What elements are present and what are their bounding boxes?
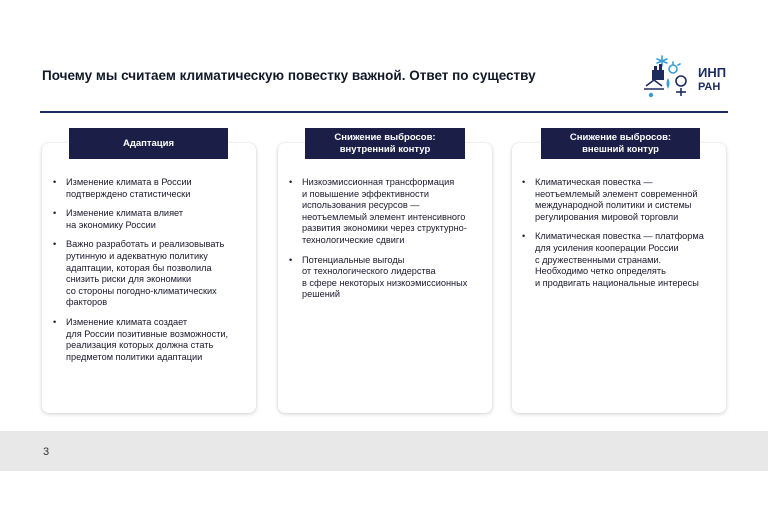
bullet-list-internal-contour: [288, 177, 488, 309]
footer-bar: [0, 431, 768, 471]
list-item: • Низкоэмиссионная трансформация и повышение эффективности использования ресурсов — неотъемлемый элемент интенсивного развития экономики через структурно- технологические сдвиги: [288, 177, 488, 247]
bullet-list-adaptation: [52, 177, 252, 371]
title-divider: [40, 111, 728, 113]
list-item: • Изменение климата влияет на экономику России: [52, 208, 252, 231]
list-item: • Важно разработать и реализовывать рутинную и адекватную политику адаптации, которая бы позволила снизить риски для экономики со стороны погодно-климатических факторов: [52, 239, 252, 309]
bullet-list-external-contour: [521, 177, 725, 297]
card-heading-adaptation: Адаптация: [69, 128, 228, 159]
list-item: • Изменение климата создает для России позитивные возможности, реализация которых должна стать предметом политики адаптации: [52, 317, 252, 363]
list-item: • Климатическая повестка — платформа для усиления кооперации России с дружественными странами. Необходимо четко определять и продвигать национальные интересы: [521, 231, 725, 289]
card-heading-internal-contour: Снижение выбросов: внутренний контур: [305, 128, 465, 159]
page-title: Почему мы считаем климатическую повестку важной. Ответ по существу: [42, 68, 536, 83]
page-number: 3: [43, 446, 50, 458]
list-item: • Потенциальные выгоды от технологического лидерства в сфере некоторых низкоэмиссионных решений: [288, 255, 488, 301]
logo-sub: РАН: [698, 81, 721, 93]
logo-name: ИНП: [698, 65, 727, 80]
list-item: • Изменение климата в России подтверждено статистически: [52, 177, 252, 200]
list-item: • Климатическая повестка — неотъемлемый элемент современной международной политики и системы регулирования мировой торговли: [521, 177, 725, 223]
card-heading-external-contour: Снижение выбросов: внешний контур: [541, 128, 700, 159]
logo-wordmark: [698, 66, 726, 94]
